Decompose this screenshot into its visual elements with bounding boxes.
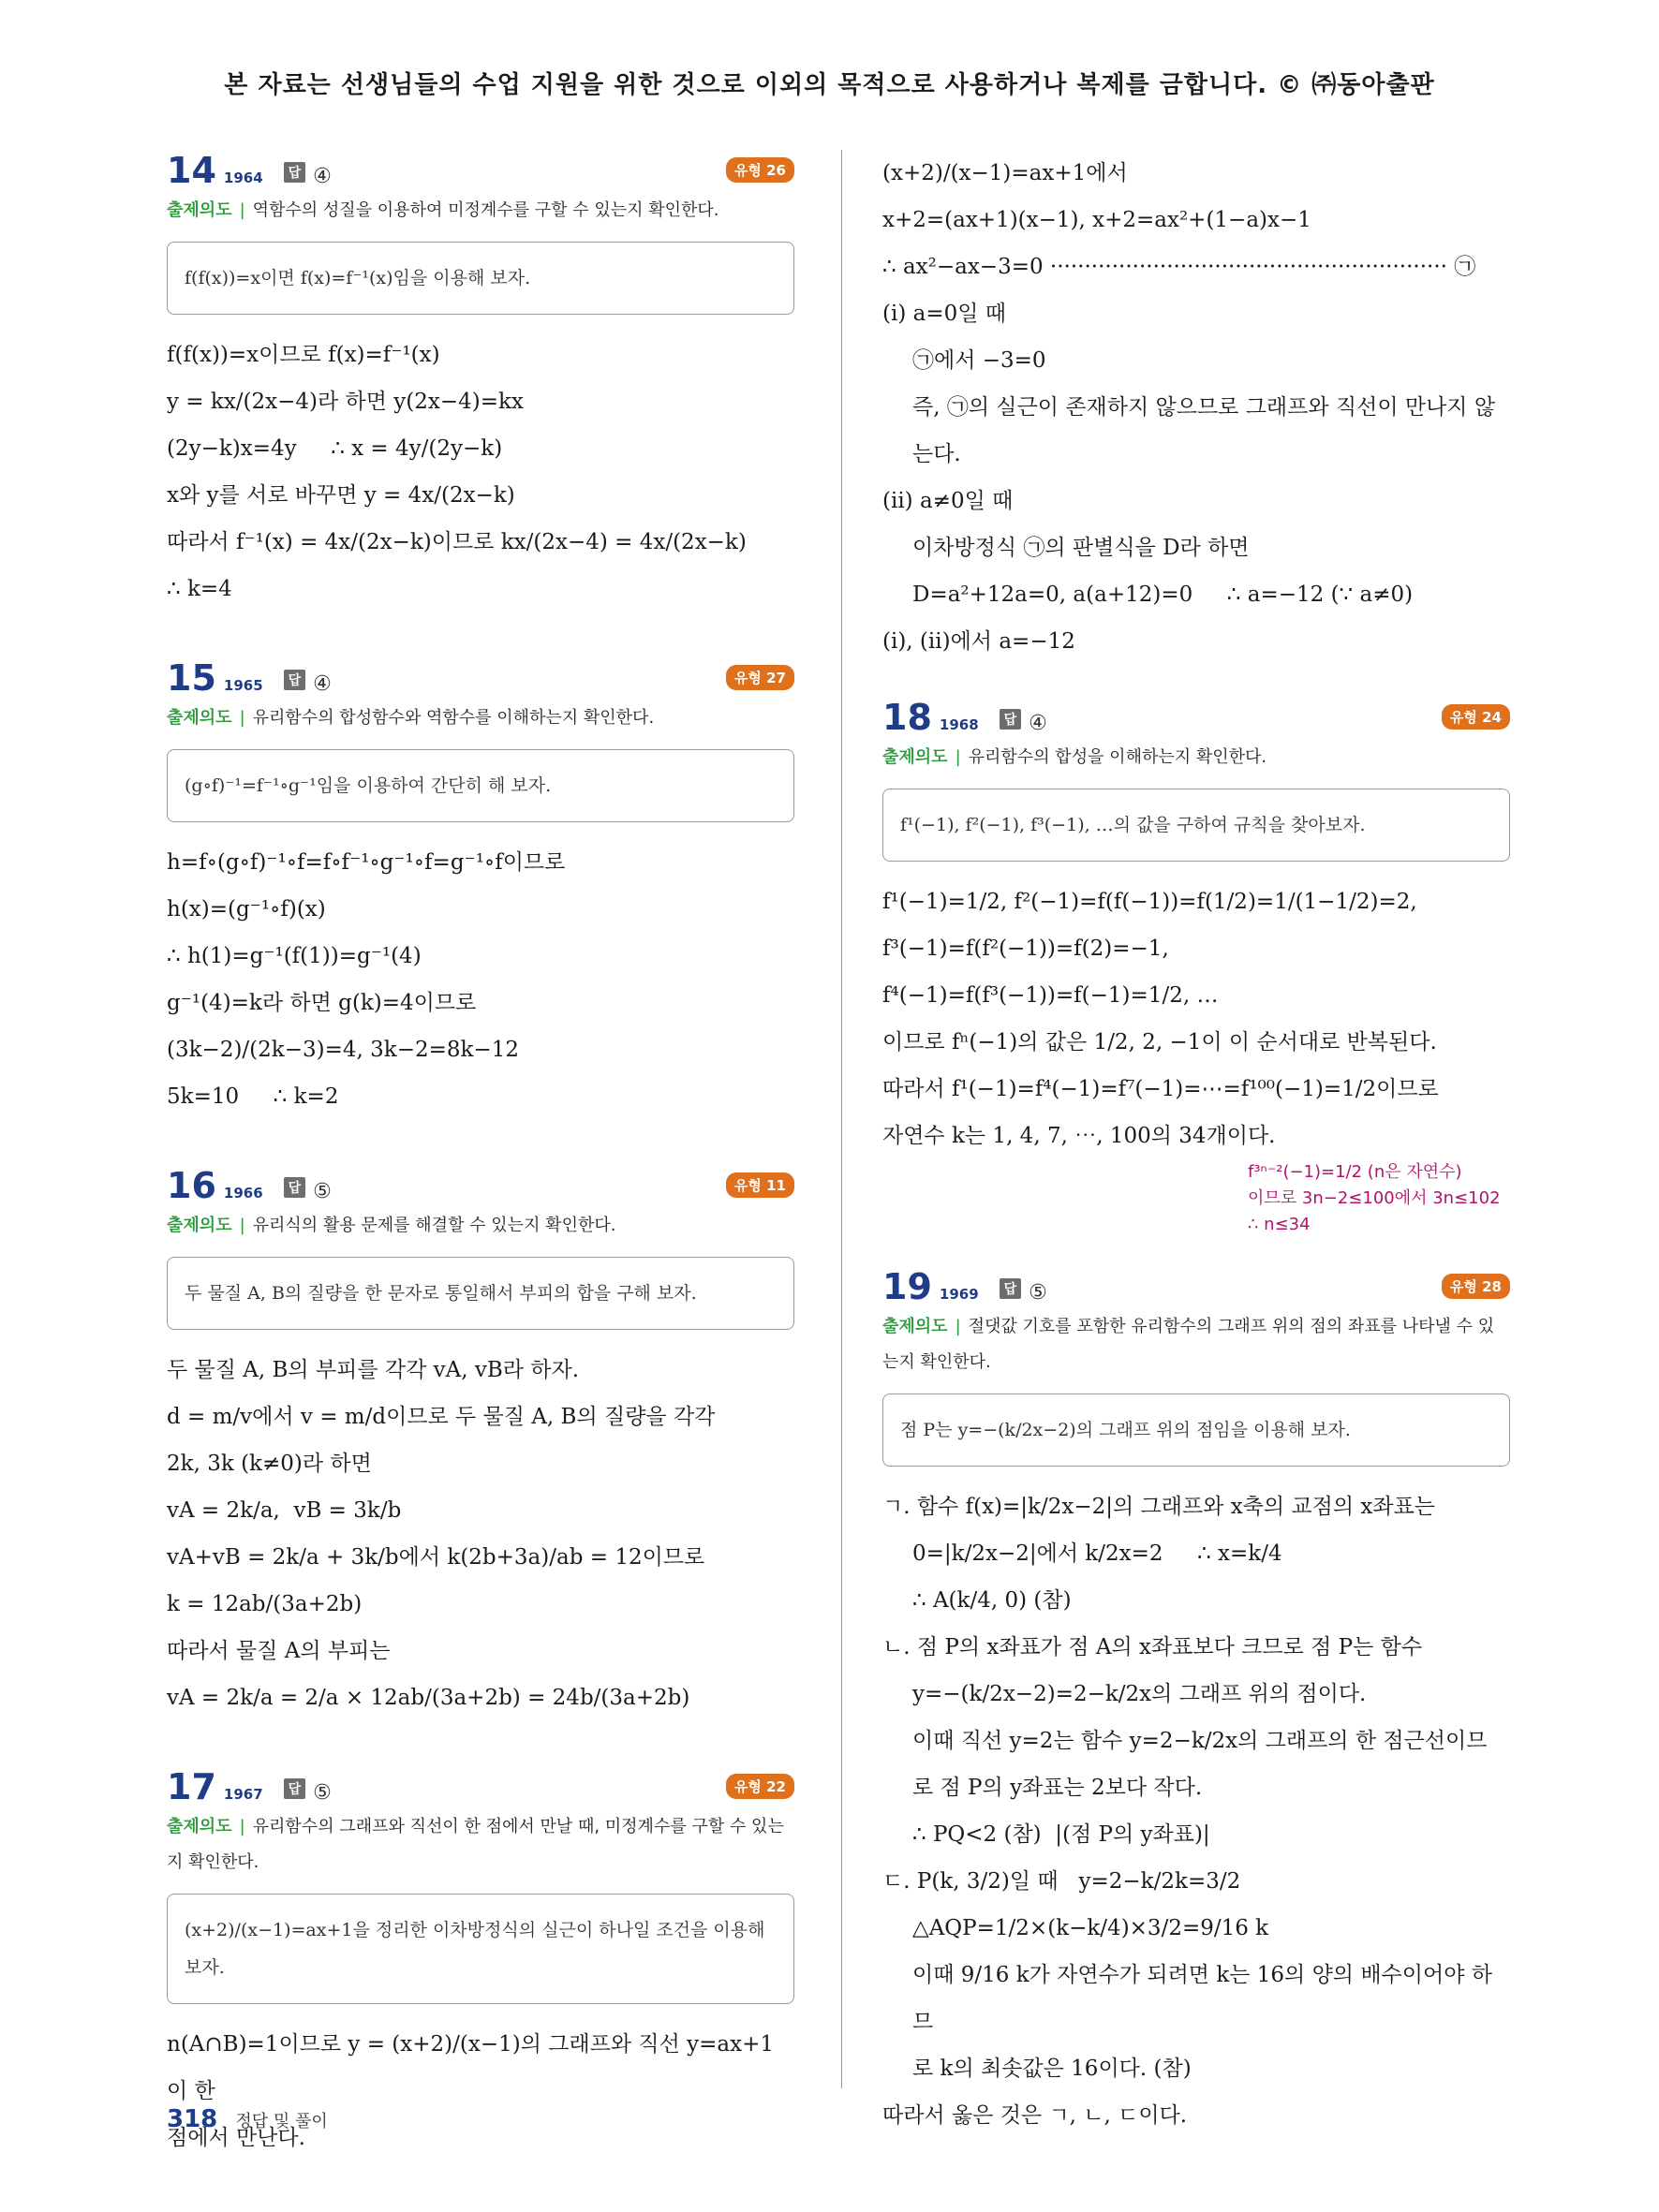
solution-line: (3k−2)/(2k−3)=4, 3k−2=8k−12 (167, 1038, 519, 1062)
hint-box: (x+2)/(x−1)=ax+1을 정리한 이차방정식의 실근이 하나일 조건을 이용해 보자. (167, 1894, 794, 2004)
solution-line: 5k=10 ∴ k=2 (167, 1084, 339, 1109)
solution-line: 따라서 옳은 것은 ㄱ, ㄴ, ㄷ이다. (882, 2103, 1188, 2128)
solution-line: 로 k의 최솟값은 16이다. (참) (912, 2057, 1192, 2081)
problem-17-continued (882, 150, 1510, 665)
type-badge: 유형 26 (726, 157, 794, 183)
solution-line: x+2=(ax+1)(x−1), x+2=ax²+(1−a)x−1 (882, 208, 1311, 232)
answer-value: ④ (313, 672, 332, 696)
problem-16 (167, 1165, 794, 1721)
problem-header (167, 1165, 794, 1206)
solution-line: k = 12ab/(3a+2b) (167, 1592, 363, 1616)
solution-line: (i), (ii)에서 a=−12 (882, 629, 1075, 654)
solution-line: (2y−k)x=4y ∴ x = 4y/(2y−k) (167, 436, 503, 461)
intent-text: 유리함수의 합성함수와 역함수를 이해하는지 확인한다. (252, 708, 655, 728)
left-column (167, 150, 794, 2206)
solution-line: 따라서 f¹(−1)=f⁴(−1)=f⁷(−1)=⋯=f¹⁰⁰(−1)=1/2이므로 (882, 1077, 1439, 1101)
intent-line: 출제의도 | 절댓값 기호를 포함한 유리함수의 그래프 위의 점의 좌표를 나타낼 수 있는지 확인한다. (882, 1317, 1495, 1372)
solution-line: y=−(k/2x−2)=2−k/2x의 그래프 위의 점이다. (912, 1682, 1367, 1706)
problem-17 (167, 1766, 794, 2161)
type-badge: 유형 24 (1442, 704, 1510, 730)
note-line: ∴ n≤34 (1248, 1215, 1311, 1234)
right-column (882, 150, 1510, 2184)
solution-line: f(f(x))=x이므로 f(x)=f⁻¹(x) (167, 343, 440, 367)
solution-line: (i) a=0일 때 (882, 302, 1006, 326)
answer-label: 답 (1000, 709, 1022, 730)
page-number: 318 (167, 2105, 218, 2133)
problem-18 (882, 697, 1510, 1238)
solution-line: ㄷ. P(k, 3/2)일 때 y=2−k/2k=3/2 (882, 1869, 1241, 1894)
problem-number: 15 (167, 657, 216, 699)
solution-line: ㄴ. 점 P의 x좌표가 점 A의 x좌표보다 크므로 점 P는 함수 (882, 1635, 1423, 1659)
solution-line: 따라서 f⁻¹(x) = 4x/(2x−k)이므로 kx/(2x−4) = 4x/(2x−k) (167, 530, 747, 554)
type-badge: 유형 28 (1442, 1274, 1510, 1299)
answer-label: 답 (284, 670, 306, 690)
solution-line: h(x)=(g⁻¹∘f)(x) (167, 897, 326, 922)
footer-label: 정답 및 풀이 (235, 2112, 328, 2131)
problem-number: 19 (882, 1266, 932, 1307)
answer-label: 답 (284, 1177, 306, 1198)
solution-line: 이때 9/16 k가 자연수가 되려면 k는 16의 양의 배수이어야 하므 (912, 1963, 1492, 2034)
intent-line: 출제의도 | 유리식의 활용 문제를 해결할 수 있는지 확인한다. (167, 1216, 616, 1235)
problem-id: 1969 (939, 1286, 979, 1303)
intent-text: 역함수의 성질을 이용하여 미정계수를 구할 수 있는지 확인한다. (252, 200, 719, 220)
solution-line: 이므로 fⁿ(−1)의 값은 1/2, 2, −1이 이 순서대로 반복된다. (882, 1030, 1437, 1054)
intent-text: 유리함수의 그래프와 직선이 한 점에서 만날 때, 미정계수를 구할 수 있는지 확인한다. (167, 1817, 784, 1872)
answer-value: ④ (313, 165, 332, 188)
solution-line: ∴ k=4 (167, 577, 232, 601)
intent-text: 절댓값 기호를 포함한 유리함수의 그래프 위의 점의 좌표를 나타낼 수 있는지 확인한다. (882, 1317, 1495, 1372)
solution-line: 로 점 P의 y좌표는 2보다 작다. (912, 1776, 1203, 1800)
solution-line: vA = 2k/a = 2/a × 12ab/(3a+2b) = 24b/(3a+2b) (167, 1686, 690, 1710)
solution-line: f⁴(−1)=f(f³(−1))=f(−1)=1/2, … (882, 983, 1219, 1008)
answer-value: ⑤ (1029, 1281, 1047, 1305)
answer-label: 답 (284, 1778, 306, 1799)
problem-number: 17 (167, 1766, 216, 1807)
problem-id: 1965 (223, 677, 263, 694)
problem-id: 1966 (223, 1185, 263, 1202)
answer-value: ④ (1029, 712, 1047, 735)
problem-id: 1964 (223, 170, 263, 186)
solution-line: ∴ ax²−ax−3=0 ·························································· ㉠ (882, 255, 1476, 279)
solution-line: 두 물질 A, B의 부피를 각각 vA, vB라 하자. (167, 1358, 580, 1382)
solution-line: y = kx/(2x−4)라 하면 y(2x−4)=kx (167, 390, 524, 414)
solution-line: ㄱ. 함수 f(x)=|k/2x−2|의 그래프와 x축의 교점의 x좌표는 (882, 1495, 1436, 1519)
solution-line: vA = 2k/a, vB = 3k/b (167, 1498, 402, 1523)
solution-line: ㉠에서 −3=0 (912, 348, 1046, 373)
solution-line: x와 y를 서로 바꾸면 y = 4x/(2x−k) (167, 483, 515, 508)
intent-label: 출제의도 (167, 1216, 232, 1235)
solution-line: f³(−1)=f(f²(−1))=f(2)=−1, (882, 936, 1169, 961)
type-badge: 유형 22 (726, 1774, 794, 1799)
intent-label: 출제의도 (882, 747, 948, 767)
page-footer (167, 2105, 328, 2133)
intent-text: 유리함수의 합성을 이해하는지 확인한다. (968, 747, 1267, 767)
problem-number: 18 (882, 697, 932, 738)
problem-header (882, 697, 1510, 738)
solution-line: 따라서 물질 A의 부피는 (167, 1639, 391, 1663)
type-badge: 유형 27 (726, 665, 794, 690)
solution-line: h=f∘(g∘f)⁻¹∘f=f∘f⁻¹∘g⁻¹∘f=g⁻¹∘f이므로 (167, 850, 566, 875)
solution-line: (ii) a≠0일 때 (882, 489, 1014, 513)
solution-line: 이차방정식 ㉠의 판별식을 D라 하면 (912, 536, 1250, 560)
intent-label: 출제의도 (882, 1317, 948, 1336)
hint-box: f¹(−1), f²(−1), f³(−1), …의 값을 구하여 규칙을 찾아보자. (882, 789, 1510, 862)
problem-header (882, 1266, 1510, 1307)
solution-line: 점에서 만난다. (167, 2126, 305, 2150)
solution-line: ∴ PQ<2 (참) |(점 P의 y좌표)| (912, 1822, 1210, 1847)
intent-line: 출제의도 | 유리함수의 그래프와 직선이 한 점에서 만날 때, 미정계수를 구할 수 있는지 확인한다. (167, 1817, 784, 1872)
note-line: 이므로 3n−2≤100에서 3n≤102 (1248, 1188, 1501, 1208)
intent-line: 출제의도 | 유리함수의 합성함수와 역함수를 이해하는지 확인한다. (167, 708, 655, 728)
problem-number: 16 (167, 1165, 216, 1206)
solution-line: 이때 직선 y=2는 함수 y=2−k/2x의 그래프의 한 점근선이므 (912, 1729, 1488, 1753)
solution-line: f¹(−1)=1/2, f²(−1)=f(f(−1))=f(1/2)=1/(1−1/2)=2, (882, 890, 1417, 914)
solution-line: n(A∩B)=1이므로 y = (x+2)/(x−1)의 그래프와 직선 y=ax+1이 한 (167, 2032, 775, 2103)
intent-text: 유리식의 활용 문제를 해결할 수 있는지 확인한다. (252, 1216, 616, 1235)
problem-id: 1968 (939, 716, 979, 733)
solution-line: 0=|k/2x−2|에서 k/2x=2 ∴ x=k/4 (912, 1541, 1282, 1566)
problem-15 (167, 657, 794, 1120)
solution-line: 자연수 k는 1, 4, 7, ⋯, 100의 34개이다. (882, 1124, 1276, 1148)
solution-line: vA+vB = 2k/a + 3k/b에서 k(2b+3a)/ab = 12이므로 (167, 1545, 705, 1570)
solution-line: d = m/v에서 v = m/d이므로 두 물질 A, B의 질량을 각각 (167, 1405, 716, 1429)
problem-14 (167, 150, 794, 612)
answer-value: ⑤ (313, 1180, 332, 1203)
problem-header (167, 1766, 794, 1807)
hint-box: 두 물질 A, B의 질량을 한 문자로 통일해서 부피의 합을 구해 보자. (167, 1257, 794, 1330)
problem-id: 1967 (223, 1786, 263, 1803)
problem-header (167, 150, 794, 191)
hint-box: f(f(x))=x이면 f(x)=f⁻¹(x)임을 이용해 보자. (167, 242, 794, 315)
problem-header (167, 657, 794, 699)
problem-19 (882, 1266, 1510, 2139)
intent-label: 출제의도 (167, 1817, 232, 1836)
hint-box: 점 P는 y=−(k/2x−2)의 그래프 위의 점임을 이용해 보자. (882, 1394, 1510, 1467)
answer-label: 답 (1000, 1278, 1022, 1299)
hint-box: (g∘f)⁻¹=f⁻¹∘g⁻¹임을 이용하여 간단히 해 보자. (167, 749, 794, 822)
intent-line: 출제의도 | 유리함수의 합성을 이해하는지 확인한다. (882, 747, 1267, 767)
solution-line: (x+2)/(x−1)=ax+1에서 (882, 161, 1128, 185)
note-line: f³ⁿ⁻²(−1)=1/2 (n은 자연수) (1248, 1162, 1462, 1182)
intent-label: 출제의도 (167, 708, 232, 728)
intent-label: 출제의도 (167, 200, 232, 220)
solution-line: ∴ A(k/4, 0) (참) (912, 1588, 1072, 1613)
solution-line: ∴ h(1)=g⁻¹(f(1))=g⁻¹(4) (167, 944, 422, 968)
solution-line: 2k, 3k (k≠0)라 하면 (167, 1452, 372, 1476)
column-divider (841, 150, 842, 2088)
solution-line: △AQP=1/2×(k−k/4)×3/2=9/16 k (912, 1916, 1269, 1940)
solution-line: 는다. (912, 442, 961, 466)
side-note (882, 1159, 1510, 1238)
type-badge: 유형 11 (726, 1172, 794, 1198)
solution-line: g⁻¹(4)=k라 하면 g(k)=4이므로 (167, 991, 477, 1015)
copyright-banner: 본 자료는 선생님들의 수업 지원을 위한 것으로 이외의 목적으로 사용하거나 복제를 금합니다. © ㈜동아출판 (224, 71, 1435, 99)
intent-line: 출제의도 | 역함수의 성질을 이용하여 미정계수를 구할 수 있는지 확인한다. (167, 200, 719, 220)
answer-value: ⑤ (313, 1781, 332, 1805)
solution-line: D=a²+12a=0, a(a+12)=0 ∴ a=−12 (∵ a≠0) (912, 582, 1414, 607)
solution-line: 즉, ㉠의 실근이 존재하지 않으므로 그래프와 직선이 만나지 않 (912, 395, 1496, 420)
problem-number: 14 (167, 150, 216, 191)
answer-label: 답 (284, 162, 306, 183)
